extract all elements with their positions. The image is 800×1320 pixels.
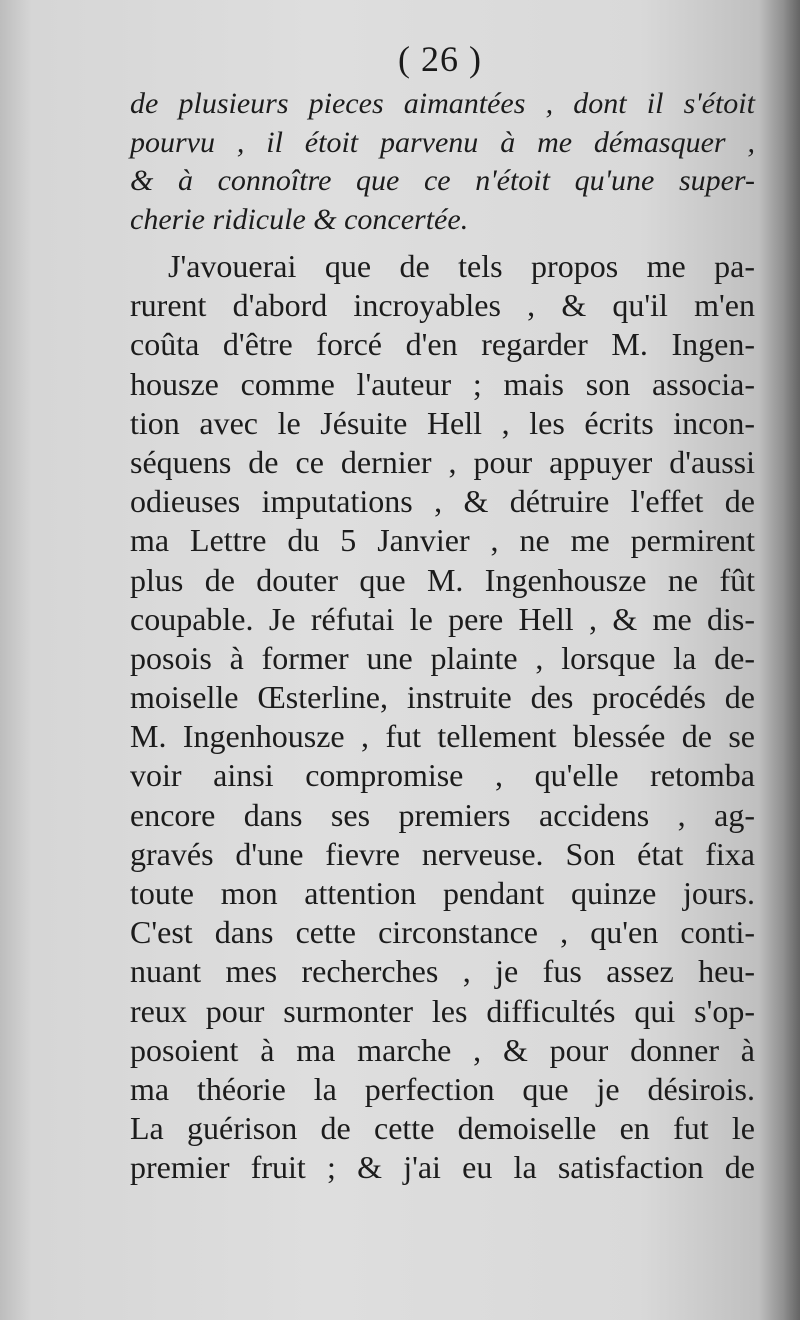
page-number: ( 26 ) xyxy=(398,39,482,79)
text-line: pourvu , il étoit parvenu à me démasquer , xyxy=(130,125,755,159)
text-line: La guérison de cette demoiselle en fut le xyxy=(130,1110,755,1147)
text-line: reux pour surmonter les difficultés qui s'op- xyxy=(130,992,755,1029)
italic-paragraph xyxy=(130,85,755,239)
text-line: coûta d'être forcé d'en regarder M. Ingen- xyxy=(130,326,755,363)
text-line: encore dans ses premiers accidens , ag- xyxy=(130,796,755,833)
text-line: ma Lettre du 5 Janvier , ne me permirent xyxy=(130,522,755,559)
text-line: posoient à ma marche , & pour donner à xyxy=(130,1031,755,1068)
text-line: tion avec le Jésuite Hell , les écrits incon- xyxy=(130,404,755,441)
text-line: premier fruit ; & j'ai eu la satisfaction de xyxy=(130,1149,755,1186)
text-line: gravés d'une fievre nerveuse. Son état fixa xyxy=(130,835,755,872)
text-line: de plusieurs pieces aimantées , dont il s'étoit xyxy=(130,87,755,120)
text-line: séquens de ce dernier , pour appuyer d'aussi xyxy=(130,443,755,480)
text-line: housze comme l'auteur ; mais son associa- xyxy=(130,365,755,402)
text-line: cherie ridicule & concertée. xyxy=(130,202,469,236)
text-line: M. Ingenhousze , fut tellement blessée de se xyxy=(130,718,755,755)
text-line: plus de douter que M. Ingenhousze ne fût xyxy=(130,561,755,598)
body-text xyxy=(130,85,755,1188)
text-line: toute mon attention pendant quinze jours. xyxy=(130,875,755,911)
text-line: posois à former une plainte , lorsque la de- xyxy=(130,639,755,676)
text-line: nuant mes recherches , je fus assez heu- xyxy=(130,953,755,990)
text-line: odieuses imputations , & détruire l'effet de xyxy=(130,483,755,520)
text-line: moiselle Œsterline, instruite des procédés de xyxy=(130,679,755,716)
text-line: & à connoître que ce n'étoit qu'une super- xyxy=(130,164,755,197)
text-line: rurent d'abord incroyables , & qu'il m'en xyxy=(130,287,755,324)
text-line: J'avouerai que de tels propos me pa- xyxy=(168,248,755,284)
text-line: C'est dans cette circonstance , qu'en conti- xyxy=(130,914,755,951)
paragraph xyxy=(130,247,755,1188)
text-line: ma théorie la perfection que je désirois. xyxy=(130,1070,755,1107)
text-line: voir ainsi compromise , qu'elle retomba xyxy=(130,757,755,794)
text-line: coupable. Je réfutai le pere Hell , & me dis- xyxy=(130,600,755,637)
